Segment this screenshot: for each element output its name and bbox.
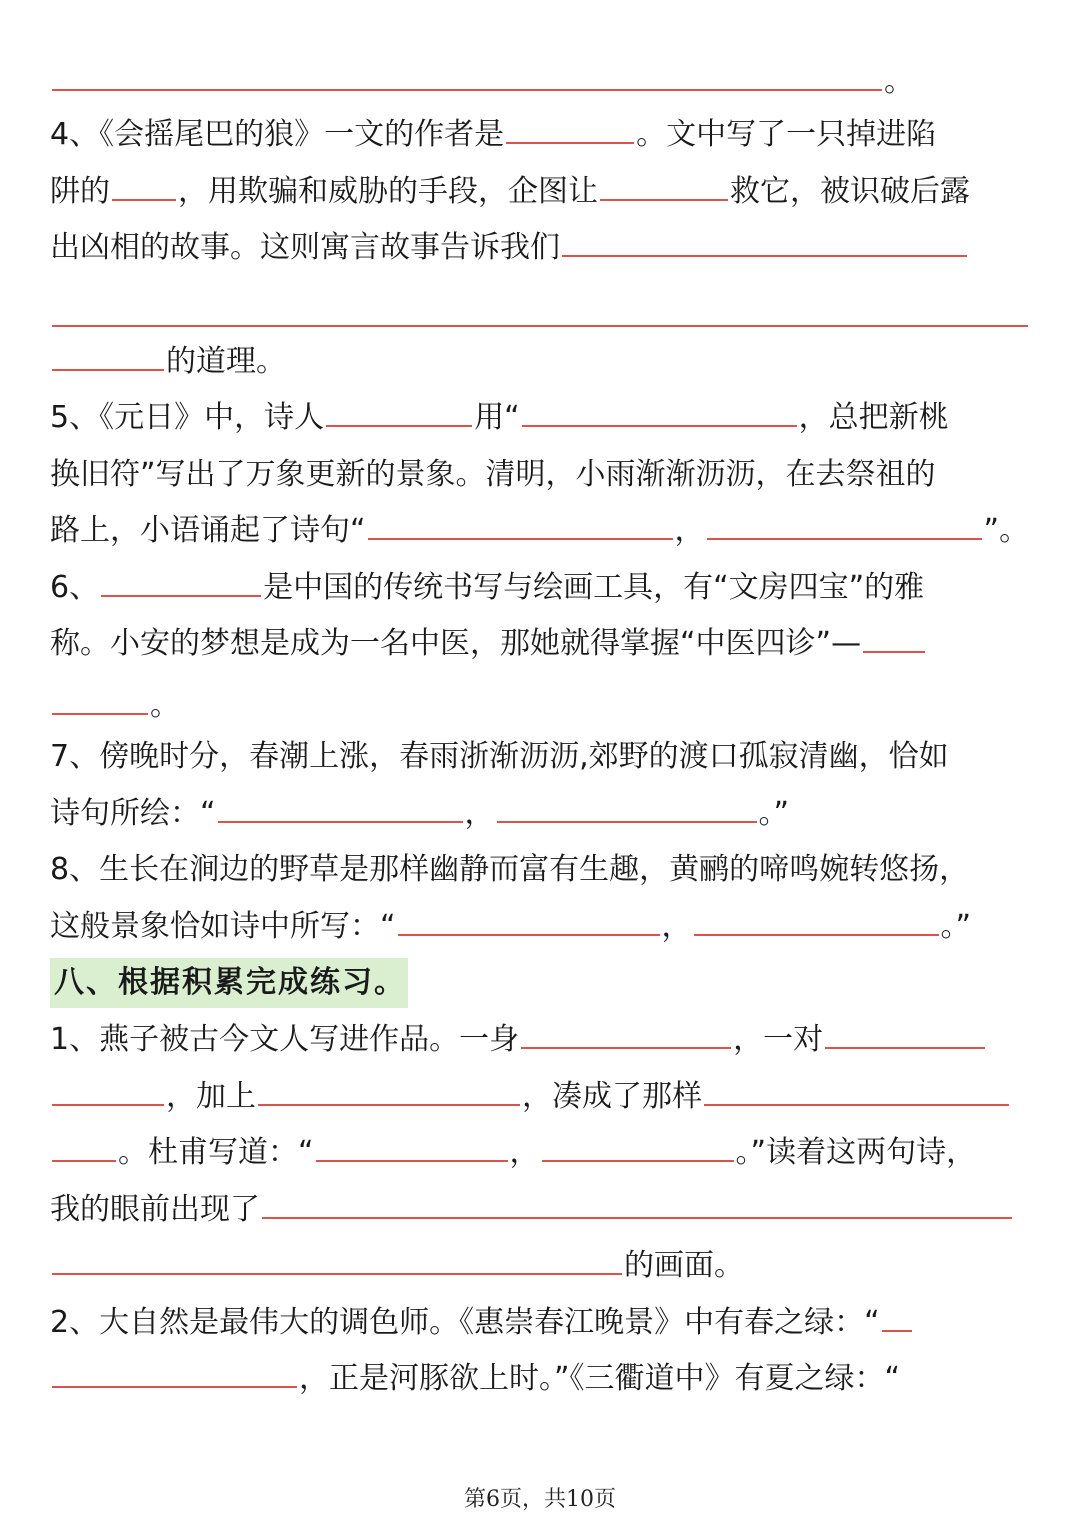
answer-blank[interactable]: [326, 389, 472, 427]
section-8-question-1-line-5: 的画面。: [50, 1236, 1030, 1296]
answer-blank[interactable]: [704, 1068, 1009, 1106]
answer-blank[interactable]: [52, 53, 882, 91]
answer-blank[interactable]: [52, 677, 148, 715]
question-8-line-1: 8、生长在涧边的野草是那样幽静而富有生趣，黄鹂的啼鸣婉转悠扬，: [50, 852, 970, 887]
question-8-line-2: 这般景象恰如诗中所写：“ ， 。”: [50, 897, 1030, 957]
answer-blank[interactable]: [506, 106, 634, 144]
question-5-line-1: 5、《元日》中，诗人 用“ ，总把新桃: [50, 388, 1030, 448]
answer-blank[interactable]: [101, 559, 261, 597]
question-4-line-5: 的道理。: [50, 332, 1030, 392]
answer-blank[interactable]: [521, 1011, 731, 1049]
answer-blank[interactable]: [258, 1068, 520, 1106]
answer-blank[interactable]: [316, 1124, 508, 1162]
answer-blank[interactable]: [542, 1124, 734, 1162]
question-7-line-2: 诗句所绘：“ ， 。”: [50, 784, 1030, 844]
answer-blank[interactable]: [112, 163, 176, 201]
answer-blank[interactable]: [218, 785, 463, 823]
answer-blank[interactable]: [882, 1294, 912, 1332]
section-heading: 八、根据积累完成练习。: [50, 958, 408, 1008]
answer-blank[interactable]: [707, 502, 982, 540]
answer-blank[interactable]: [52, 333, 164, 371]
answer-blank[interactable]: [398, 898, 660, 936]
section-8-question-1-line-1: 1、燕子被古今文人写进作品。一身 ，一对: [50, 1010, 1030, 1070]
answer-blank[interactable]: [825, 1011, 985, 1049]
question-6-line-1: 6、 是中国的传统书写与绘画工具，有“文房四宝”的雅: [50, 558, 1030, 618]
answer-blank[interactable]: [694, 898, 939, 936]
text-line: 。: [50, 52, 1030, 112]
question-7-line-1: 7、傍晚时分，春潮上涨，春雨浙渐沥沥,郊野的渡口孤寂清幽，恰如: [50, 739, 949, 774]
question-6-line-3: 。: [50, 676, 1030, 736]
answer-blank[interactable]: [562, 219, 967, 257]
answer-blank[interactable]: [52, 1068, 164, 1106]
question-4-line-1: 4、《会摇尾巴的狼》一文的作者是 。文中写了一只掉进陷: [50, 105, 1030, 165]
question-5-line-2: 换旧符”写出了万象更新的景象。清明，小雨渐渐沥沥，在去祭祖的: [50, 457, 936, 492]
section-8-question-2-line-1: 2、大自然是最伟大的调色师。《惠崇春江晚景》中有春之绿：“: [50, 1293, 1030, 1353]
question-4-line-3: 出凶相的故事。这则寓言故事告诉我们: [50, 218, 1030, 278]
answer-blank[interactable]: [262, 1181, 1012, 1219]
answer-blank[interactable]: [52, 1124, 116, 1162]
section-8-question-2-line-2: ，正是河豚欲上时。”《三衢道中》有夏之绿：“: [50, 1349, 1030, 1409]
section-8-question-1-line-3: 。杜甫写道：“ ， 。”读着这两句诗，: [50, 1123, 1030, 1183]
section-8-question-1-line-2: ，加上 ，凑成了那样: [50, 1067, 1030, 1127]
section-8-question-1-line-4: 我的眼前出现了: [50, 1180, 1030, 1240]
answer-blank[interactable]: [497, 785, 757, 823]
page-number-footer: 第6页，共10页: [464, 1487, 616, 1512]
answer-blank[interactable]: [522, 389, 797, 427]
question-6-line-2: 称。小安的梦想是成为一名中医，那她就得掌握“中医四诊”—: [50, 614, 1030, 674]
question-4-line-2: 阱的 ，用欺骗和威胁的手段，企图让 救它，被识破后露: [50, 162, 1030, 222]
answer-blank[interactable]: [52, 1350, 297, 1388]
question-5-line-3: 路上，小语诵起了诗句“ ， ”。: [50, 501, 1030, 561]
answer-blank[interactable]: [600, 163, 728, 201]
answer-blank[interactable]: [863, 615, 925, 653]
answer-blank[interactable]: [368, 502, 673, 540]
answer-blank[interactable]: [52, 1237, 622, 1275]
answer-blank[interactable]: [52, 289, 1028, 327]
